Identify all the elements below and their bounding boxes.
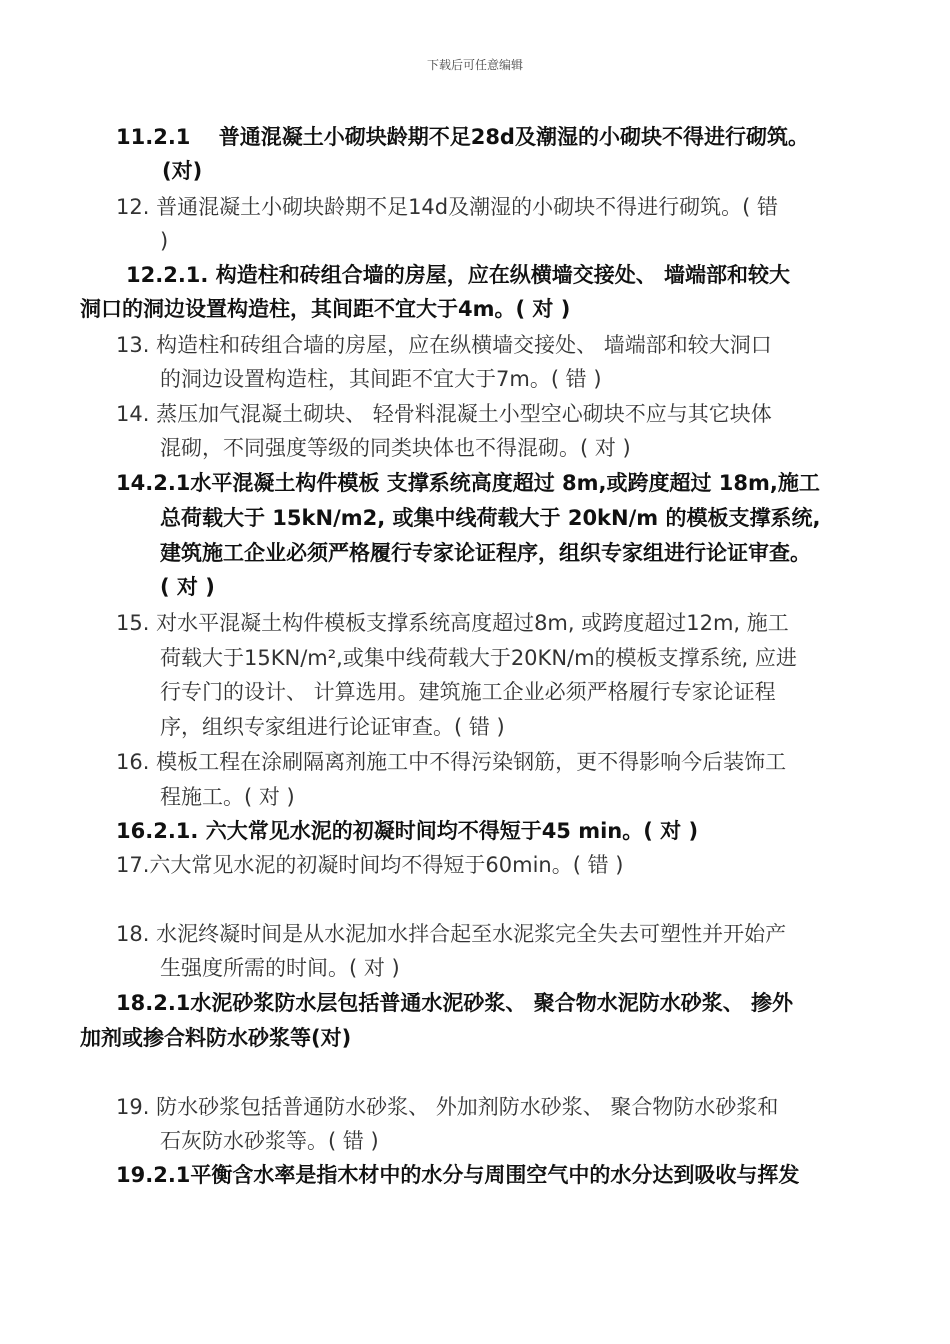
text-line: 17.六大常见水泥的初凝时间均不得短于60min。( 错 ) [116, 853, 624, 877]
text-line: ) [160, 229, 169, 253]
text-line: 16. 模板工程在涂刷隔离剂施工中不得污染钢筋，更不得影响今后装饰工 [116, 750, 787, 774]
text-line: 14.2.1水平混凝土构件模板 支撑系统高度超过 8m,或跨度超过 18m,施工 [116, 471, 820, 495]
text-line: 15. 对水平混凝土构件模板支撑系统高度超过8m, 或跨度超过12m, 施工 [116, 611, 789, 635]
text-line: 总荷载大于 15kN/m2, 或集中线荷载大于 20kN/m 的模板支撑系统, [160, 506, 821, 530]
text-line: 12. 普通混凝土小砌块龄期不足14d及潮湿的小砌块不得进行砌筑。( 错 [116, 195, 778, 219]
text-line: ( 对 ) [160, 575, 215, 599]
text-line: 19. 防水砂浆包括普通防水砂浆、 外加剂防水砂浆、 聚合物防水砂浆和 [116, 1095, 779, 1119]
text-line: 19.2.1平衡含水率是指木材中的水分与周围空气中的水分达到吸收与挥发 [116, 1163, 800, 1187]
text-line: 11.2.1 普通混凝土小砌块龄期不足28d及潮湿的小砌块不得进行砌筑。 [116, 125, 809, 149]
text-line: 加剂或掺合料防水砂浆等(对) [80, 1026, 352, 1050]
text-line: 程施工。( 对 ) [160, 785, 295, 809]
text-line: 12.2.1. 构造柱和砖组合墙的房屋，应在纵横墙交接处、 墙端部和较大 [126, 263, 790, 287]
text-line: 14. 蒸压加气混凝土砌块、 轻骨料混凝土小型空心砌块不应与其它块体 [116, 402, 772, 426]
text-line: 混砌，不同强度等级的同类块体也不得混砌。( 对 ) [160, 436, 631, 460]
text-line: 序，组织专家组进行论证审查。( 错 ) [160, 715, 505, 739]
text-line: 18. 水泥终凝时间是从水泥加水拌合起至水泥浆完全失去可塑性并开始产 [116, 922, 787, 946]
text-line: 16.2.1. 六大常见水泥的初凝时间均不得短于45 min。( 对 ) [116, 819, 699, 843]
page-header: 下载后可任意编辑 [426, 58, 523, 72]
text-line: 生强度所需的时间。( 对 ) [160, 956, 400, 980]
text-line: 13. 构造柱和砖组合墙的房屋，应在纵横墙交接处、 墙端部和较大洞口 [116, 333, 772, 357]
text-line: 建筑施工企业必须严格履行专家论证程序，组织专家组进行论证审查。 [160, 541, 811, 565]
text-line: 的洞边设置构造柱，其间距不宜大于7m。( 错 ) [160, 367, 602, 391]
text-line: 行专门的设计、 计算选用。建筑施工企业必须严格履行专家论证程 [160, 680, 776, 704]
text-line: (对) [162, 159, 203, 183]
text-line: 洞口的洞边设置构造柱，其间距不宜大于4m。( 对 ) [80, 297, 571, 321]
text-line: 荷载大于15KN/m²,或集中线荷载大于20KN/m的模板支撑系统, 应进 [160, 646, 797, 670]
text-line: 石灰防水砂浆等。( 错 ) [160, 1129, 379, 1153]
text-line: 18.2.1水泥砂浆防水层包括普通水泥砂浆、 聚合物水泥防水砂浆、 掺外 [116, 991, 794, 1015]
